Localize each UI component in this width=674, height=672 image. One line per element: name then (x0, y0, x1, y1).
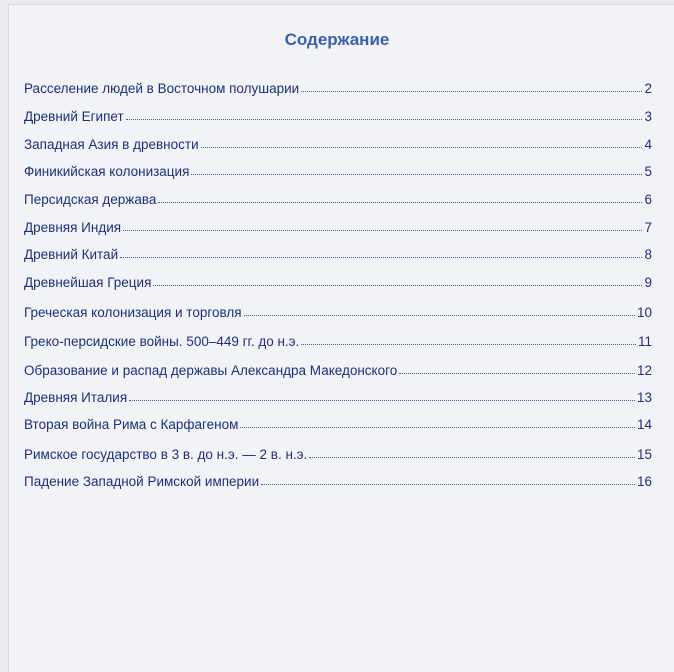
toc-entry-label: Древнейшая Греция (24, 275, 152, 290)
toc-leader-dots (240, 426, 635, 428)
toc-entry (24, 442, 652, 462)
toc-entry-label: Римское государство в 3 в. до н.э. — 2 в. н.э. (24, 447, 308, 462)
toc-entry-label: Персидская держава (24, 192, 157, 207)
toc-leader-dots (301, 343, 636, 345)
toc-entry-page: 5 (644, 164, 652, 179)
toc-leader-dots (201, 146, 643, 148)
toc-leader-dots (309, 456, 635, 458)
toc-entry-label: Древний Китай (24, 247, 119, 262)
toc-entry-label: Образование и распад державы Александра Македонского (24, 363, 398, 378)
toc-entry-label: Древняя Италия (24, 390, 128, 405)
toc-entry-label: Западная Азия в древности (24, 137, 199, 152)
toc-entry-page: 7 (644, 220, 652, 235)
toc-entry-page: 9 (644, 275, 652, 290)
toc-entry (24, 132, 652, 152)
toc-leader-dots (244, 314, 635, 316)
toc-entry (24, 469, 652, 489)
toc-entry (24, 159, 652, 179)
toc-entry (24, 329, 652, 349)
toc-entry (24, 215, 652, 235)
toc-entry-page: 12 (636, 363, 652, 378)
toc-entry-page: 8 (644, 247, 652, 262)
toc-entry-label: Древняя Индия (24, 220, 122, 235)
toc-entry-page: 6 (644, 192, 652, 207)
toc-entry-page: 10 (636, 305, 652, 320)
toc-entry-label: Падение Западной Римской империи (24, 474, 260, 489)
toc-leader-dots (261, 483, 635, 485)
toc-leader-dots (123, 229, 642, 231)
toc-entry (24, 385, 652, 405)
toc-leader-dots (399, 372, 635, 374)
toc-leader-dots (301, 90, 642, 92)
toc-entry-page: 11 (637, 334, 652, 349)
toc-entry-page: 3 (644, 109, 652, 124)
toc-entry-page: 14 (636, 417, 652, 432)
toc-leader-dots (120, 256, 642, 258)
toc-leader-dots (129, 399, 635, 401)
toc-leader-dots (158, 201, 642, 203)
toc-leader-dots (126, 118, 643, 120)
toc-entry-label: Греческая колонизация и торговля (24, 305, 242, 320)
toc-entry-page: 4 (644, 137, 652, 152)
toc-entry-page: 16 (636, 474, 652, 489)
toc-entry-label: Греко-персидские войны. 500–449 гг. до н.э. (24, 334, 300, 349)
toc-entry-page: 2 (644, 81, 652, 96)
toc-entry-label: Древний Египет (24, 109, 124, 124)
toc-entry-page: 15 (636, 447, 652, 462)
toc-entry (24, 104, 652, 124)
toc-entry-page: 13 (636, 390, 652, 405)
toc-entry (24, 187, 652, 207)
toc-entry (24, 76, 652, 96)
toc-entry-label: Финикийская колонизация (24, 164, 190, 179)
page-title: Содержание (284, 30, 390, 49)
toc-leader-dots (153, 284, 642, 286)
toc-entry (24, 412, 652, 432)
toc-entry (24, 358, 652, 378)
toc-entry-label: Расселение людей в Восточном полушарии (24, 81, 300, 96)
toc-leader-dots (191, 173, 642, 175)
toc-entry-label: Вторая война Рима с Карфагеном (24, 417, 239, 432)
toc-entry (24, 242, 652, 262)
toc-entry (24, 300, 652, 320)
toc-entry (24, 270, 652, 290)
